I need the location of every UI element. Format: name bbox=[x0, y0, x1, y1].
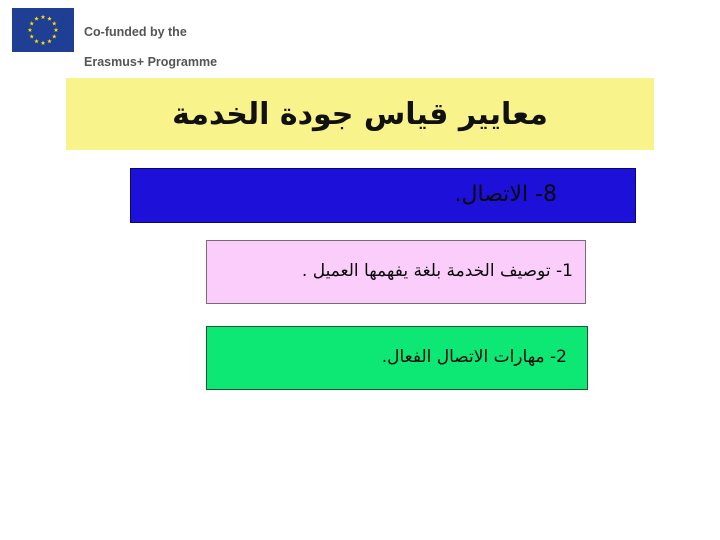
eu-star-icon bbox=[41, 41, 46, 45]
eu-star-icon bbox=[47, 39, 52, 43]
list-item-1 bbox=[206, 240, 586, 304]
section-header-box bbox=[130, 168, 636, 223]
logo-line-2: Erasmus+ Programme bbox=[84, 55, 218, 69]
eu-star-icon bbox=[54, 28, 59, 32]
page-title: معايير قياس جودة الخدمة bbox=[172, 96, 548, 132]
eu-star-icon bbox=[29, 21, 34, 25]
eu-cofunded-logo bbox=[12, 8, 234, 69]
list-item-1-text: 1- توصيف الخدمة بلغة يفهمها العميل . bbox=[301, 261, 573, 281]
eu-star-icon bbox=[47, 16, 52, 20]
eu-star-icon bbox=[34, 16, 39, 20]
list-item-2-text: 2- مهارات الاتصال الفعال. bbox=[381, 347, 567, 367]
eu-star-icon bbox=[52, 21, 57, 25]
eu-flag-icon bbox=[12, 8, 74, 52]
eu-star-icon bbox=[34, 39, 39, 43]
eu-star-icon bbox=[28, 28, 33, 32]
eu-star-icon bbox=[41, 15, 46, 19]
eu-star-icon bbox=[29, 34, 34, 38]
title-banner bbox=[66, 78, 654, 150]
logo-line-1: Co-funded by the bbox=[84, 25, 187, 39]
list-item-2 bbox=[206, 326, 588, 390]
eu-star-icon bbox=[52, 34, 57, 38]
section-label: 8- الاتصال. bbox=[454, 182, 557, 207]
